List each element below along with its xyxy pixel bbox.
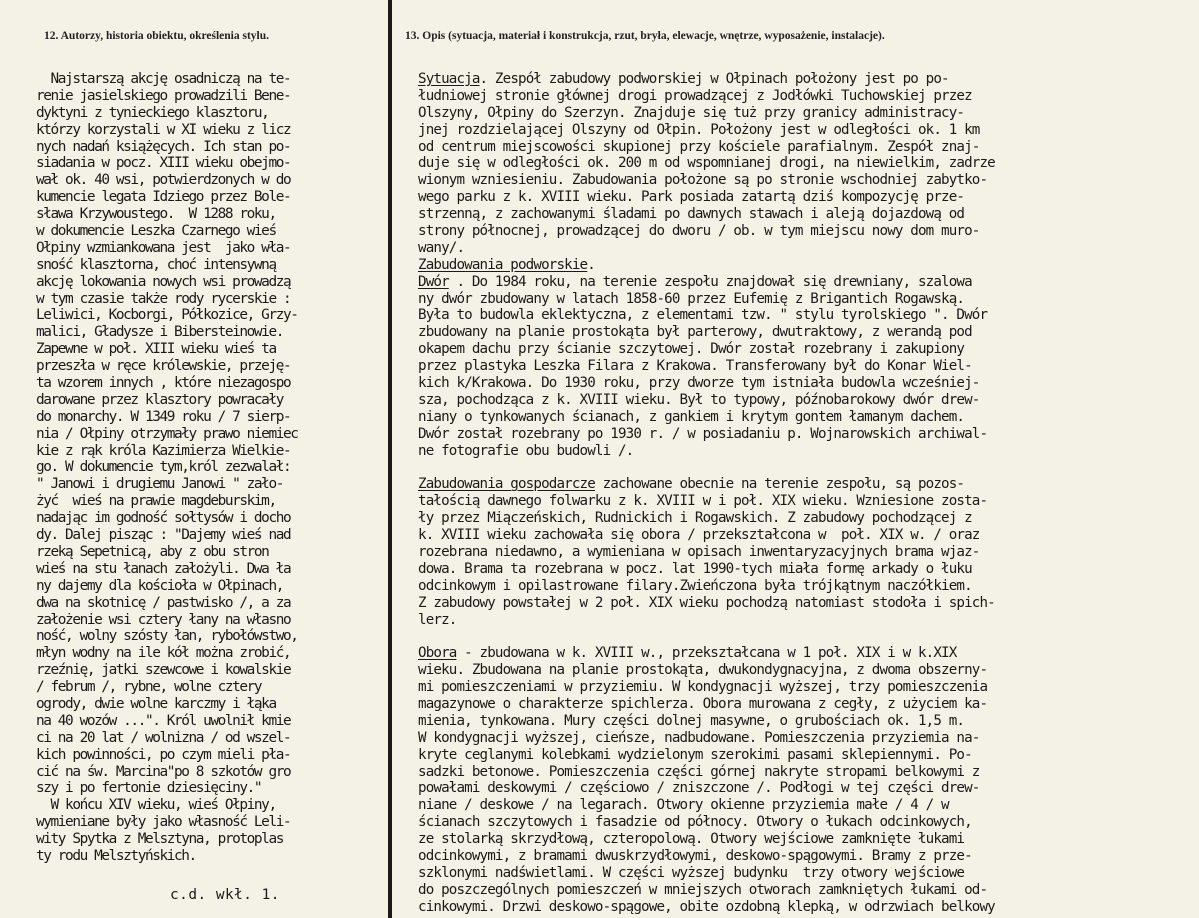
description-text: ny dwór zbudowany w latach 1858-60 przez Eufemię z Brigantich Rogawską. (418, 290, 965, 307)
history-text-line: dwa na skotnicę / pastwisko /, a za (36, 594, 291, 611)
description-text-line (418, 679, 1199, 696)
section-subheading: Obora (418, 645, 457, 662)
section-13-heading: 13. Opis (sytuacja, materiał i konstrukcja, rzut, bryła, elewacje, wnętrze, wyposażenie, instalacje). (405, 30, 885, 42)
description-text: szklonymi nadświetlami. W części wyższej budynku trzy otwory wejściowe (418, 864, 965, 881)
description-text-line (418, 612, 1199, 629)
description-text-line (418, 223, 1199, 240)
description-text-line (418, 392, 1199, 409)
history-text-line: Leliwici, Kocborgi, Półkozice, Grzy- (36, 307, 298, 324)
description-text-line (418, 713, 1199, 730)
description-text-line (418, 662, 1199, 679)
history-text-line: na 40 wozów ...". Król uwolnił kmie (36, 712, 291, 729)
description-text-line (418, 274, 1199, 291)
description-text-line (418, 71, 1199, 88)
description-text-line (418, 206, 1199, 223)
description-text-line (418, 595, 1199, 612)
history-text-line: wymieniane były jako własność Leli- (36, 814, 291, 831)
description-text-line (418, 375, 1199, 392)
description-text: powałami deskowymi / częściowo / zniszczone /. Podłogi w tej części drew- (418, 780, 980, 797)
description-text: tałością dawnego folwarku z k. XVIII w i poł. XIX wieku. Wzniesione zosta- (418, 493, 988, 510)
description-text-line (418, 561, 1199, 578)
description-text-line (418, 730, 1199, 747)
history-text-line: kumencie legata Idziego przez Bole- (36, 189, 291, 206)
history-text-line: młyn wodny na ile kół można zrobić, (36, 645, 291, 662)
description-text-line (418, 764, 1199, 781)
description-text: niany o tynkowanych ścianach, z gankiem i krytym gontem łamanym dachem. (418, 408, 965, 425)
description-text-line (418, 899, 1199, 916)
description-text: ły przez Miączeńskich, Rudnickich i Rogawskich. Z zabudowy pochodzącej z (418, 510, 972, 527)
description-text: W kondygnacji wyższej, cieńsze, nadbudowane. Pomieszczenia przyziemia na- (418, 729, 980, 746)
description-text: kich k/Krakowa. Do 1930 roku, przy dworze tym istniała budowla wcześniej- (418, 375, 980, 392)
description-text-line (418, 797, 1199, 814)
history-text-line: szy i po fertonie dziesięciny." (36, 780, 262, 797)
history-text-line: dyktyni z tynieckiego klasztoru, (36, 104, 269, 121)
history-text-line: wieś na stu łanach założyli. Dwa ła (36, 560, 291, 577)
description-text: dowa. Brama ta rozebrana w pocz. lat 1990-tych miała formę arkady o łuku (418, 560, 972, 577)
history-text-line: przeszła w ręce królewskie, przeję- (36, 358, 291, 375)
history-text-line: którzy korzystali w XI wieku z licz (36, 121, 291, 138)
description-text-line (418, 882, 1199, 899)
description-text-line (418, 696, 1199, 713)
description-text-line (418, 780, 1199, 797)
description-text-line (418, 172, 1199, 189)
description-text: duje się w odległości ok. 200 m od wspomnianej drogi, na niewielkim, zadrze (418, 155, 995, 172)
history-text-line: ny dajemy dla kościoła w Ołpinach, (36, 577, 283, 594)
description-text-line (418, 645, 1199, 662)
description-text-line (418, 544, 1199, 561)
history-text-line: akcję lokowania nowych wsi prowadzą (36, 273, 291, 290)
description-text: jnej rozdzielającej Olszyny od Ołpin. Położony jest w odległości ok. 1 km (418, 121, 980, 138)
description-text: lerz. (418, 611, 457, 628)
description-text: ne fotografie obu budowli /. (418, 442, 634, 459)
description-text-line (418, 459, 1199, 476)
description-text-line (418, 155, 1199, 172)
description-text: strony północnej, prowadzącej do dworu / ob. w tym miejscu nowy dom muro- (418, 223, 980, 240)
history-text-line: W końcu XIV wieku, wieś Ołpiny, (36, 797, 276, 814)
description-text-line (418, 240, 1199, 257)
description-text: k. XVIII wieku zachowała się obora / przekształcona w poł. XIX w. / oraz (418, 527, 980, 544)
history-text-line: cić na św. Marcina"po 8 szkotów gro (36, 763, 291, 780)
section-12-heading: 12. Autorzy, historia obiektu, określenia stylu. (44, 30, 270, 42)
column-divider (388, 0, 392, 918)
description-text-line (418, 527, 1199, 544)
history-text-line: w tym czasie także rody rycerskie : (36, 290, 291, 307)
history-text-line: żyć wieś na prawie magdeburskim, (36, 493, 276, 510)
description-text-line (418, 628, 1199, 645)
description-text-line (418, 848, 1199, 865)
history-text-line: nia / Ołpiny otrzymały prawo niemiec (36, 425, 298, 442)
description-text-line (418, 510, 1199, 527)
history-text-line: sność klasztorna, choć intensywną (36, 256, 276, 273)
history-text-line: ogrody, dwie wolne karczmy i łąka (36, 695, 276, 712)
description-text: sadzki betonowe. Pomieszczenia części górnej nakryte stropami belkowymi z (418, 763, 980, 780)
description-text: . (587, 256, 595, 273)
history-text-line: Najstarszą akcję osadniczą na te- (36, 71, 291, 87)
description-text-line (418, 291, 1199, 308)
description-text-line (418, 443, 1199, 460)
section-subheading: Sytuacja (418, 71, 480, 87)
history-text-line: sława Krzywoustego. W 1288 roku, (36, 206, 276, 223)
description-text-line (418, 122, 1199, 139)
history-text-line: kie z rąk króla Kazimierza Wielkie- (36, 442, 291, 459)
description-text: zbudowany na planie prostokąta był parterowy, dwutraktowy, z werandą pod (418, 324, 972, 341)
description-text: Olszyny, Ołpiny do Szerzyn. Znajduje się tuż przy granicy administracy- (418, 104, 965, 121)
history-text-line: malici, Gładysze i Bibersteinowie. (36, 324, 283, 341)
description-text: wieku. Zbudowana na planie prostokąta, dwukondygnacyjna, z dwoma obszerny- (418, 662, 988, 679)
description-text: niane / deskowe / na legarach. Otwory okienne przyziemia małe / 4 / w (418, 797, 949, 814)
history-text-line: siadania w pocz. XIII wieku obejmo- (36, 155, 291, 172)
description-text-line (418, 409, 1199, 426)
history-text-line: wał ok. 40 wsi, potwierdzonych w do (36, 172, 291, 189)
history-text-line: do monarchy. W 1349 roku / 7 sierp- (36, 408, 291, 425)
history-text-line: ci na 20 lat / wolnizna / od wszel- (36, 729, 291, 746)
history-text-line: " Janowi i drugiemu Janowi " zało- (36, 476, 283, 493)
history-text-line: / februm /, rybne, wolne cztery (36, 679, 262, 696)
description-text: ścianach szczytowych i fasadzie od północy. Otwory o łukach odcinkowych, (418, 814, 972, 831)
history-text-line: nadając im godność sołtysów i docho (36, 510, 291, 527)
description-text: przez plastyka Leszka Filara z Krakowa. Transferowany był do Konar Wiel- (418, 358, 972, 375)
description-text: Z zabudowy powstałej w 2 poł. XIX wieku pochodzą natomiast stodoła i spich- (418, 594, 995, 611)
history-text-line: nych nadań książęcych. Ich stan po- (36, 138, 291, 155)
description-text-line (418, 865, 1199, 882)
description-text: wionym wzniesieniu. Zabudowania położone są po stronie wschodniej zabytko- (418, 172, 988, 189)
history-text-line: kich powinności, po czym mieli pła- (36, 746, 291, 763)
description-text: ze stolarką skrzydłową, czteropolową. Otwory wejściowe zamknięte łukami (418, 831, 965, 848)
history-text-line: założenie wsi cztery łany na własno (36, 611, 291, 628)
description-text: strzenną, z zachowanymi śladami po dawnych stawach i aleją dojazdową od (418, 206, 965, 223)
history-text-line: darowane przez klasztory powracały (36, 391, 283, 408)
section-subheading: Dwór (418, 273, 449, 290)
history-text-line: wity Spytka z Melsztyna, protoplas (36, 831, 283, 848)
section-subheading: Zabudowania podworskie (418, 256, 588, 273)
description-text: odcinkowym i opilastrowane filary.Zwieńczona była trójkątnym naczółkiem. (418, 577, 972, 594)
history-text-line: ność, wolny szósty łan, rybołówstwo, (36, 628, 298, 645)
history-text-line: ta wzorem innych , które niezagospo (36, 375, 291, 392)
description-text-line (418, 307, 1199, 324)
description-text-line (418, 747, 1199, 764)
description-text: Była to budowla eklektyczna, z elementami tzw. " stylu tyrolskiego ". Dwór (418, 307, 988, 324)
history-text-line: rzeźnię, jatki szewcowe i kowalskie (36, 662, 291, 679)
description-text-line (418, 493, 1199, 510)
description-text: odcinkowymi, z bramami dwuskrzydłowymi, deskowo-spągowymi. Bramy z prze- (418, 847, 972, 864)
description-text: do poszczególnych pomieszczeń w mniejszych otworach zamkniętych łukami od- (418, 881, 988, 898)
description-text: . Zespół zabudowy podworskiej w Ołpinach położony jest po po- (479, 71, 949, 87)
description-text-line (418, 476, 1199, 493)
description-text: rozebrana niedawno, a wymieniana w opisach inwentaryzacyjnych brama wjaz- (418, 543, 980, 560)
description-text: okapem dachu przy ścianie szczytowej. Dwór został rozebrany i zakupiony (418, 341, 965, 358)
description-text-line (418, 105, 1199, 122)
description-text-line (418, 257, 1199, 274)
history-text-line: Zapewne w poł. XIII wieku wieś ta (36, 341, 276, 358)
description-text: wego parku z k. XVIII wieku. Park posiada zatartą dziś kompozycję prze- (418, 189, 965, 206)
continuation-note: c.d. wkł. 1. (170, 887, 280, 903)
history-text-line: renie jasielskiego prowadzili Bene- (36, 87, 291, 104)
section-subheading: Zabudowania gospodarcze (418, 476, 595, 493)
description-text-line (418, 324, 1199, 341)
description-text-line (418, 358, 1199, 375)
description-column (418, 71, 1199, 916)
description-text: wany/. (418, 239, 465, 256)
description-text-line (418, 88, 1199, 105)
history-text-line: w dokumencie Leszka Czarnego wieś (36, 223, 276, 240)
description-text: cinkowymi. Drzwi deskowo-spągowe, obite ozdobną klepką, w odrzwiach belkowy (418, 898, 995, 915)
description-text: Dwór został rozebrany po 1930 r. / w posiadaniu p. Wojnarowskich archiwal- (418, 425, 988, 442)
history-text-line: ty rodu Melsztyńskich. (36, 847, 196, 864)
history-text-line: go. W dokumencie tym,król zezwalał: (36, 459, 291, 476)
description-text: mienia, tynkowana. Mury części dolnej masywne, o grubościach ok. 1,5 m. (418, 712, 965, 729)
description-text: od centrum miejscowości skupionej przy kościele parafialnym. Zespół znaj- (418, 138, 980, 155)
description-text-line (418, 578, 1199, 595)
description-text: sza, pochodząca z k. XVIII wieku. Był to typowy, późnobarokowy dwór drew- (418, 391, 980, 408)
description-text: . Do 1984 roku, na terenie zespołu znajdował się drewniany, szalowa (448, 273, 972, 290)
description-text-line (418, 189, 1199, 206)
description-text-line (418, 831, 1199, 848)
description-text-line (418, 426, 1199, 443)
history-text-line: dy. Dalej pisząc : "Dajemy wieś nad (36, 527, 291, 544)
history-text-line: rzeką Sepetnicą, aby z obu stron (36, 543, 269, 560)
description-text: zachowane obecnie na terenie zespołu, są pozos- (594, 476, 965, 493)
history-text-line: Ołpiny wzmiankowana jest jako wła- (36, 239, 291, 256)
description-text: kryte ceglanymi kolebkami wydzielonym szerokimi pasami sklepiennymi. Po- (418, 746, 972, 763)
description-text: magazynowe o charakterze spichlerza. Obora murowana z cegły, z użyciem ka- (418, 695, 988, 712)
description-text-line (418, 139, 1199, 156)
description-text: łudniowej stronie głównej drogi prowadzącej z Jodłówki Tuchowskiej przez (418, 87, 972, 104)
description-text-line (418, 814, 1199, 831)
description-text-line (418, 341, 1199, 358)
description-text: mi pomieszczeniami w przyziemiu. W kondygnacji wyższej, trzy pomieszczenia (418, 679, 988, 696)
history-column (36, 71, 386, 865)
description-text: - zbudowana w k. XVIII w., przekształcana w 1 poł. XIX i w k.XIX (456, 645, 957, 662)
